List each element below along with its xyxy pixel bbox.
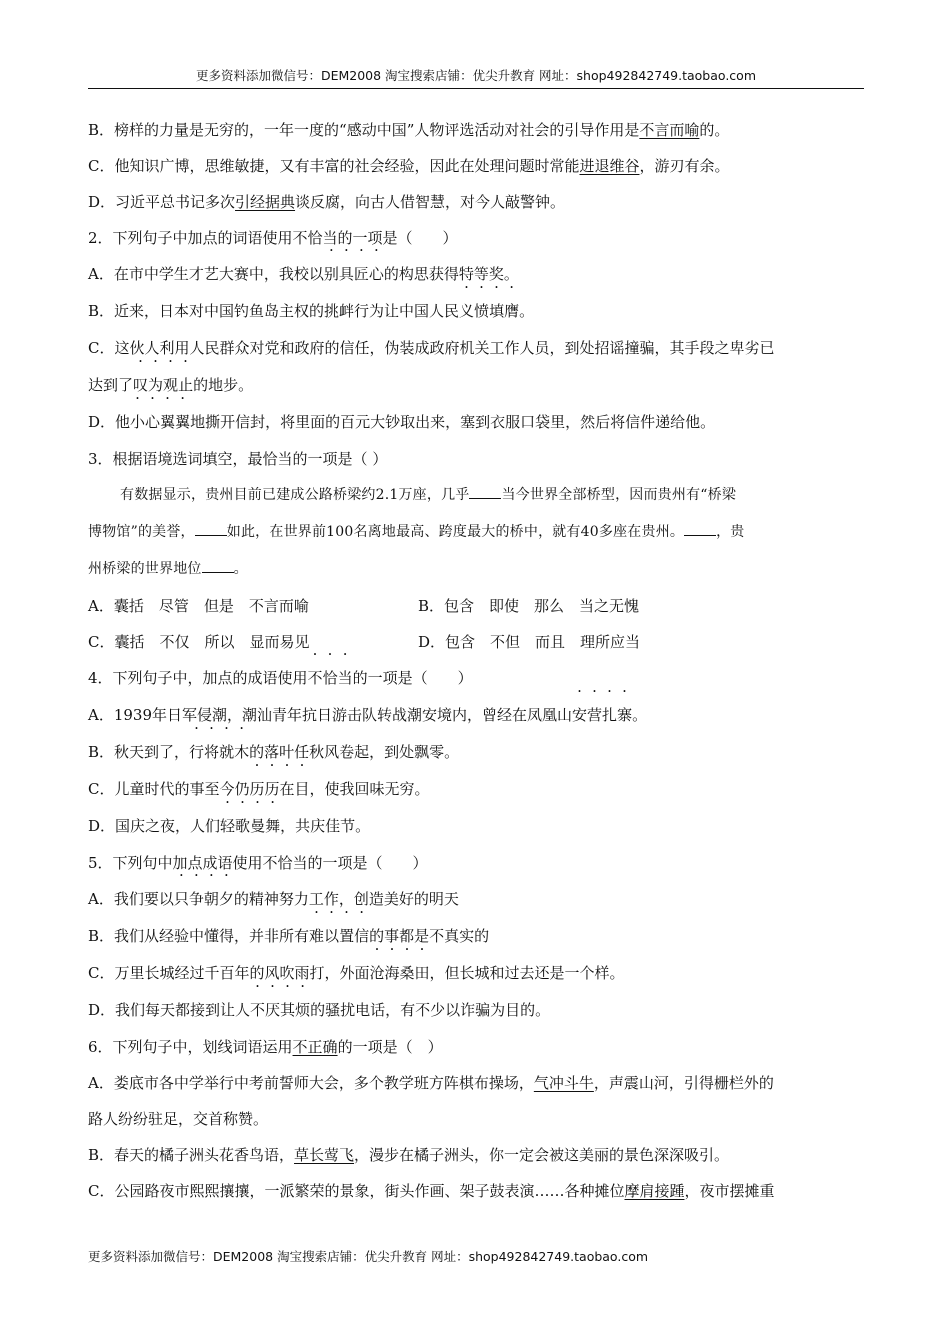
emphasis-char: 就 bbox=[219, 743, 235, 761]
emphasis-char: 其 bbox=[280, 1001, 296, 1019]
option-c: C．囊括 不仅 所以 显而易见 bbox=[88, 633, 310, 651]
passage-line: 博物馆”的美誉， 如此，在世界前100名离地最高、跨度最大的桥中，就有40多座在贵州。 ，贵 bbox=[88, 514, 864, 551]
dotted-phrase bbox=[324, 265, 384, 283]
option-line: C．万里长城经过千百年的风吹雨打，外面沧海桑田，但长城和过去还是一个样。 bbox=[88, 955, 864, 992]
emphasis-char: 目 bbox=[294, 780, 310, 798]
emphasis-char: 木 bbox=[234, 743, 250, 761]
page-footer: 更多资料添加微信号：DEM2008 淘宝搜索店铺：优尖升教育 网址：shop492842749.taobao.com bbox=[88, 1249, 649, 1264]
emphasis-char: 烦 bbox=[295, 1001, 311, 1019]
emphasis-char: 翼 bbox=[175, 413, 191, 431]
dotted-phrase bbox=[189, 743, 249, 761]
dotted-phrase bbox=[369, 964, 429, 982]
emphasis-char: 心 bbox=[368, 265, 384, 283]
question-4-stem: 4．下列句子中，加点的成语使用不恰当的一项是（ ） bbox=[88, 660, 864, 697]
option-line: C．他知识广博，思维敏捷，又有丰富的社会经验，因此在处理问题时常能进退维谷，游刃有余。 bbox=[88, 157, 730, 175]
emphasis-char: 膺 bbox=[504, 302, 520, 320]
dotted-phrase bbox=[572, 706, 632, 724]
emphasis-char: 当 bbox=[337, 669, 353, 687]
fill-blank bbox=[684, 521, 716, 536]
dotted-phrase bbox=[250, 1001, 310, 1019]
option-line: A．在市中学生才艺大赛中，我校以别具匠心的构思获得特等奖。 bbox=[88, 256, 864, 293]
emphasis-char: 舞 bbox=[265, 817, 281, 835]
emphasis-char: 不 bbox=[250, 1001, 266, 1019]
question-6-stem: 6．下列句子中，划线词语运用不正确的一项是（ ） bbox=[88, 1038, 443, 1056]
dotted-phrase bbox=[174, 890, 234, 908]
emphasis-char: 翼 bbox=[160, 413, 176, 431]
emphasis-char: 难 bbox=[309, 927, 325, 945]
option-line: B．榜样的力量是无穷的，一年一度的“感动中国”人物评选活动对社会的引导作用是不言而喻的。 bbox=[88, 121, 730, 139]
emphasis-char: 观 bbox=[163, 376, 179, 394]
emphasis-char: 营 bbox=[587, 706, 603, 724]
option-line: C．公园路夜市熙熙攘攘，一派繁荣的景象，街头作画、架子鼓表演……各种摊位摩肩接踵，夜市摆摊重 bbox=[88, 1182, 775, 1200]
option-line: C．这伙人利用人民群众对党和政府的信任，伪装成政府机关工作人员，到处招谣撞骗，其手段之卑劣已 bbox=[88, 339, 775, 357]
emphasis-char: 匠 bbox=[353, 265, 369, 283]
emphasis-char: 海 bbox=[384, 964, 400, 982]
emphasis-char: 心 bbox=[145, 413, 161, 431]
emphasis-char: 恰 bbox=[322, 669, 338, 687]
emphasis-char: 曼 bbox=[250, 817, 266, 835]
underlined-phrase: 气冲斗牛 bbox=[533, 1074, 594, 1092]
option-line: A．我们要以只争朝夕的精神努力工作，创造美好的明天 bbox=[88, 881, 864, 918]
option-line: D．我们每天都接到让人不厌其烦的骚扰电话，有不少以诈骗为目的。 bbox=[88, 992, 864, 1029]
document-body bbox=[88, 112, 864, 1209]
option-line: B．春天的橘子洲头花香鸟语，草长莺飞，漫步在橘子洲头，你一定会被这美丽的景色深深吸引。 bbox=[88, 1146, 730, 1164]
option-line: D．国庆之夜，人们轻歌曼舞，共庆佳节。 bbox=[88, 808, 864, 845]
emphasis-char: 历 bbox=[264, 780, 280, 798]
underlined-phrase: 不言而喻 bbox=[639, 121, 700, 139]
emphasis-char: 别 bbox=[323, 265, 339, 283]
option-d: D．包含 不但 而且 理所应当 bbox=[418, 633, 641, 651]
option-a: A．囊括 尽管 但是 不言而喻 bbox=[88, 597, 309, 615]
emphasis-char: 填 bbox=[489, 302, 505, 320]
emphasis-char: 愤 bbox=[474, 302, 490, 320]
underlined-phrase: 摩肩接踵 bbox=[624, 1182, 685, 1200]
question-3-stem: 3．根据语境选词填空，最恰当的一项是（ ） bbox=[88, 450, 388, 468]
question-5-stem: 5．下列句中加点成语使用不恰当的一项是（ ） bbox=[88, 854, 428, 872]
page-header: 更多资料添加微信号：DEM2008 淘宝搜索店铺：优尖升教育 网址：shop492842749.taobao.com bbox=[88, 66, 864, 89]
emphasis-char: 争 bbox=[188, 890, 204, 908]
option-line: B．近来，日本对中国钓鱼岛主权的挑衅行为让中国人民义愤填膺。 bbox=[88, 293, 864, 330]
underlined-phrase: 不正确 bbox=[292, 1038, 338, 1056]
passage-line: 有数据显示，贵州目前已建成公路桥梁约2.1万座，几乎 当今世界全部桥型，因而贵州有“桥梁 bbox=[88, 477, 864, 514]
emphasis-char: 轻 bbox=[220, 817, 236, 835]
emphasis-char: 歌 bbox=[235, 817, 251, 835]
underlined-phrase: 进退维谷 bbox=[579, 157, 640, 175]
emphasis-char: 田 bbox=[414, 964, 430, 982]
emphasis-char: 只 bbox=[173, 890, 189, 908]
emphasis-char: 具 bbox=[338, 265, 354, 283]
emphasis-char: 叹 bbox=[133, 376, 149, 394]
underlined-phrase: 引经据典 bbox=[235, 193, 296, 211]
option-b: B．包含 即使 那么 当之无愧 bbox=[418, 597, 640, 615]
question-2-stem: 2．下列句子中加点的词语使用不恰当的一项是（ ） bbox=[88, 229, 458, 247]
option-line: A．娄底市各中学举行中考前誓师大会，多个教学班方阵棋布操场，气冲斗牛，声震山河，引得栅栏外的 bbox=[88, 1074, 774, 1092]
emphasis-char: 义 bbox=[459, 302, 475, 320]
options-row bbox=[88, 588, 864, 624]
emphasis-char: 厌 bbox=[265, 1001, 281, 1019]
emphasis-char: 不 bbox=[307, 669, 323, 687]
emphasis-char: 以 bbox=[324, 927, 340, 945]
emphasis-char: 安 bbox=[572, 706, 588, 724]
dotted-phrase bbox=[130, 413, 190, 431]
underlined-phrase: 草长莺飞 bbox=[294, 1146, 355, 1164]
dotted-phrase bbox=[308, 669, 353, 687]
option-line: 达到了叹为观止的地步。 bbox=[88, 367, 864, 404]
emphasis-char: 扎 bbox=[602, 706, 618, 724]
emphasis-char: 夕 bbox=[218, 890, 234, 908]
option-line: B．秋天到了，行将就木的落叶任秋风卷起，到处飘零。 bbox=[88, 734, 864, 771]
emphasis-char: 沧 bbox=[369, 964, 385, 982]
dotted-phrase bbox=[220, 817, 280, 835]
fill-blank bbox=[469, 484, 501, 499]
emphasis-char: 小 bbox=[130, 413, 146, 431]
emphasis-char: 为 bbox=[148, 376, 164, 394]
emphasis-char: 寨 bbox=[617, 706, 633, 724]
emphasis-char: 在 bbox=[279, 780, 295, 798]
option-line: D．他小心翼翼地撕开信封，将里面的百元大钞取出来，塞到衣服口袋里，然后将信件递给他。 bbox=[88, 404, 864, 441]
emphasis-char: 朝 bbox=[203, 890, 219, 908]
option-line: D．习近平总书记多次引经据典谈反腐，向古人借智慧，对今人敲警钟。 bbox=[88, 193, 566, 211]
passage-line: 州桥梁的世界地位 。 bbox=[88, 551, 864, 588]
emphasis-char: 将 bbox=[204, 743, 220, 761]
dotted-phrase bbox=[309, 927, 369, 945]
emphasis-char: 行 bbox=[189, 743, 205, 761]
option-line: A．1939年日军侵潮，潮汕青年抗日游击队转战潮安境内，曾经在凤凰山安营扎寨。 bbox=[88, 697, 864, 734]
option-line: B．我们从经验中懂得，并非所有难以置信的事都是不真实的 bbox=[88, 918, 864, 955]
fill-blank bbox=[195, 521, 227, 536]
emphasis-char: 信 bbox=[354, 927, 370, 945]
emphasis-char: 置 bbox=[339, 927, 355, 945]
fill-blank bbox=[202, 558, 234, 573]
dotted-phrase bbox=[459, 302, 519, 320]
option-line: 路人纷纷驻足，交首称赞。 bbox=[88, 1110, 269, 1128]
emphasis-char: 桑 bbox=[399, 964, 415, 982]
emphasis-char: 止 bbox=[178, 376, 194, 394]
options-row bbox=[88, 624, 864, 660]
emphasis-char: 历 bbox=[249, 780, 265, 798]
option-line: C．儿童时代的事至今仍历历在目，使我回味无穷。 bbox=[88, 771, 864, 808]
